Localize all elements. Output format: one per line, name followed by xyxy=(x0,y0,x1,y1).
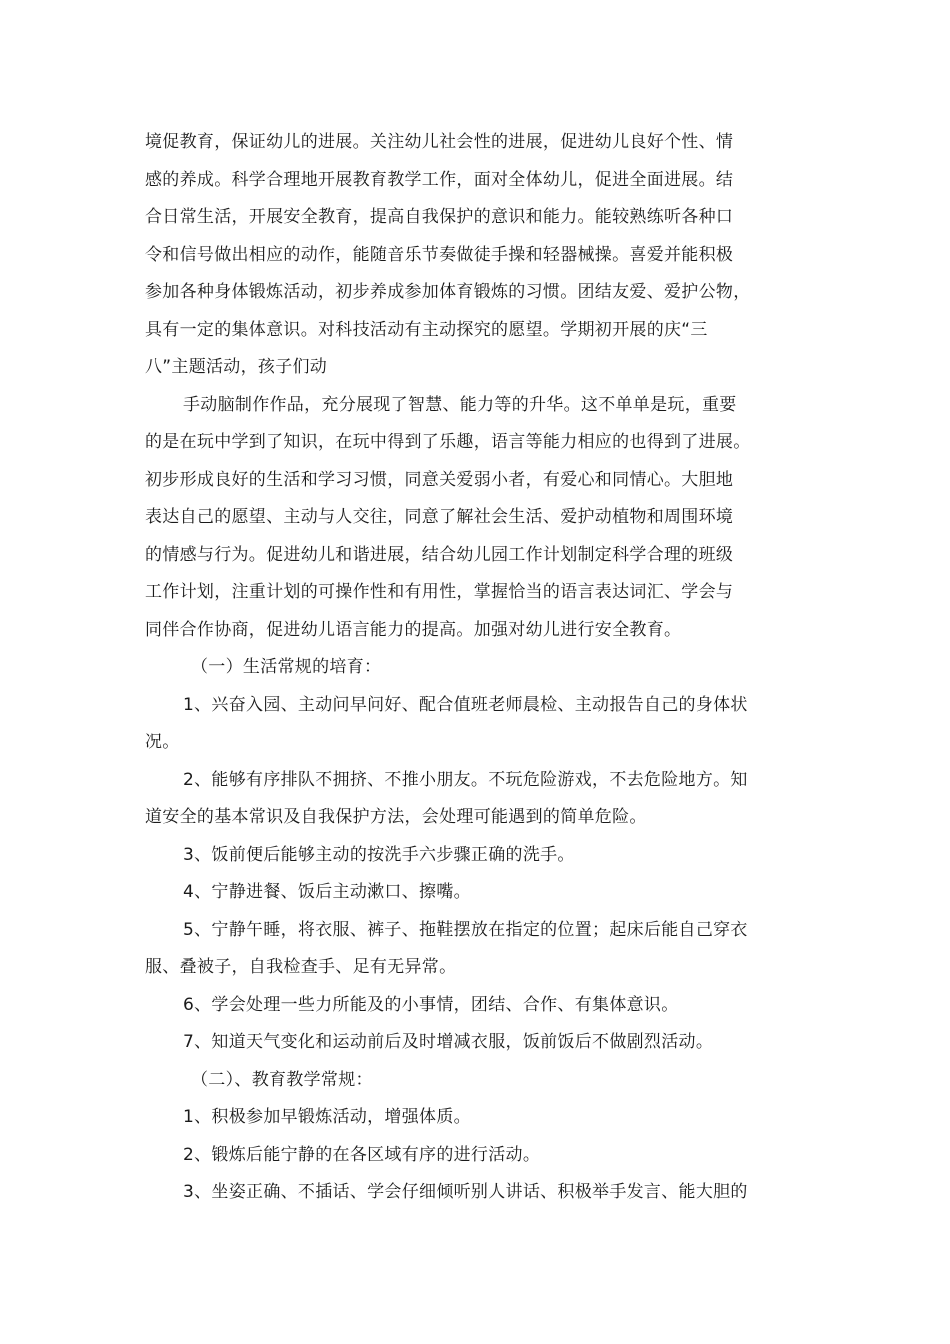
text-line: 3、饭前便后能够主动的按洗手六步骤正确的洗手。 xyxy=(183,844,575,865)
text-line: 手动脑制作作品，充分展现了智慧、能力等的升华。这不单单是玩，重要 xyxy=(183,394,737,415)
document-body xyxy=(145,124,811,1212)
list-item xyxy=(145,874,811,912)
text-line: 令和信号做出相应的动作，能随音乐节奏做徒手操和轻器械操。喜爱并能积极 xyxy=(145,244,734,265)
life-routine-list xyxy=(145,687,811,1062)
list-item xyxy=(145,1137,811,1175)
section-heading-life-routine: （一）生活常规的培育： xyxy=(191,657,382,677)
text-line: 1、兴奋入园、主动问早问好、配合值班老师晨检、主动报告自己的身体状 xyxy=(183,694,748,715)
text-line: 工作计划，注重计划的可操作性和有用性，掌握恰当的语言表达词汇、学会与 xyxy=(145,582,734,602)
text-line: 7、知道天气变化和运动前后及时增减衣服，饭前饭后不做剧烈活动。 xyxy=(183,1032,714,1052)
text-line: 具有一定的集体意识。对科技活动有主动探究的愿望。学期初开展的庆“三 xyxy=(145,319,708,340)
text-line: 2、能够有序排队不拥挤、不推小朋友。不玩危险游戏，不去危险地方。知 xyxy=(183,769,748,790)
list-item xyxy=(145,1024,811,1062)
text-line: 八”主题活动，孩子们动 xyxy=(145,357,328,377)
text-line: 的是在玩中学到了知识，在玩中得到了乐趣，语言等能力相应的也得到了进展。 xyxy=(145,432,751,452)
teaching-routine-list xyxy=(145,1099,811,1212)
list-item xyxy=(145,1174,811,1212)
text-line: 初步形成良好的生活和学习习惯，同意关爱弱小者，有爱心和同情心。大胆地 xyxy=(145,469,734,490)
text-line: 感的养成。科学合理地开展教育教学工作，面对全体幼儿，促进全面进展。结 xyxy=(145,169,734,190)
paragraph-1 xyxy=(145,124,811,387)
text-line: 道安全的基本常识及自我保护方法，会处理可能遇到的简单危险。 xyxy=(145,807,647,827)
text-line: 参加各种身体锻炼活动，初步养成参加体育锻炼的习惯。团结友爱、爱护公物， xyxy=(145,282,751,302)
text-line: 2、锻炼后能宁静的在各区域有序的进行活动。 xyxy=(183,1144,541,1165)
text-line: 合日常生活，开展安全教育，提高自我保护的意识和能力。能较熟练听各种口 xyxy=(145,207,734,227)
text-line: 的情感与行为。促进幼儿和谐进展，结合幼儿园工作计划制定科学合理的班级 xyxy=(145,544,734,565)
list-item xyxy=(145,687,811,762)
text-line: 1、积极参加早锻炼活动，增强体质。 xyxy=(183,1107,471,1127)
text-line: 4、宁静进餐、饭后主动漱口、擦嘴。 xyxy=(183,882,471,902)
text-line: 服、叠被子，自我检查手、足有无异常。 xyxy=(145,957,457,977)
list-item xyxy=(145,837,811,875)
text-line: 3、坐姿正确、不插话、学会仔细倾听别人讲话、积极举手发言、能大胆的 xyxy=(183,1182,748,1202)
text-line: 况。 xyxy=(145,732,180,752)
list-item xyxy=(145,1099,811,1137)
paragraph-2 xyxy=(145,387,811,650)
section-heading-teaching-routine: （二）、教育教学常规： xyxy=(191,1069,373,1090)
list-item xyxy=(145,987,811,1025)
text-line: 6、学会处理一些力所能及的小事情，团结、合作、有集体意识。 xyxy=(183,994,679,1015)
list-item xyxy=(145,912,811,987)
list-item xyxy=(145,762,811,837)
text-line: 境促教育，保证幼儿的进展。关注幼儿社会性的进展，促进幼儿良好个性、情 xyxy=(145,132,734,152)
text-line: 表达自己的愿望、主动与人交往，同意了解社会生活、爱护动植物和周围环境 xyxy=(145,507,734,527)
text-line: 5、宁静午睡，将衣服、裤子、拖鞋摆放在指定的位置；起床后能自己穿衣 xyxy=(183,919,748,940)
text-line: 同伴合作协商，促进幼儿语言能力的提高。加强对幼儿进行安全教育。 xyxy=(145,619,682,640)
